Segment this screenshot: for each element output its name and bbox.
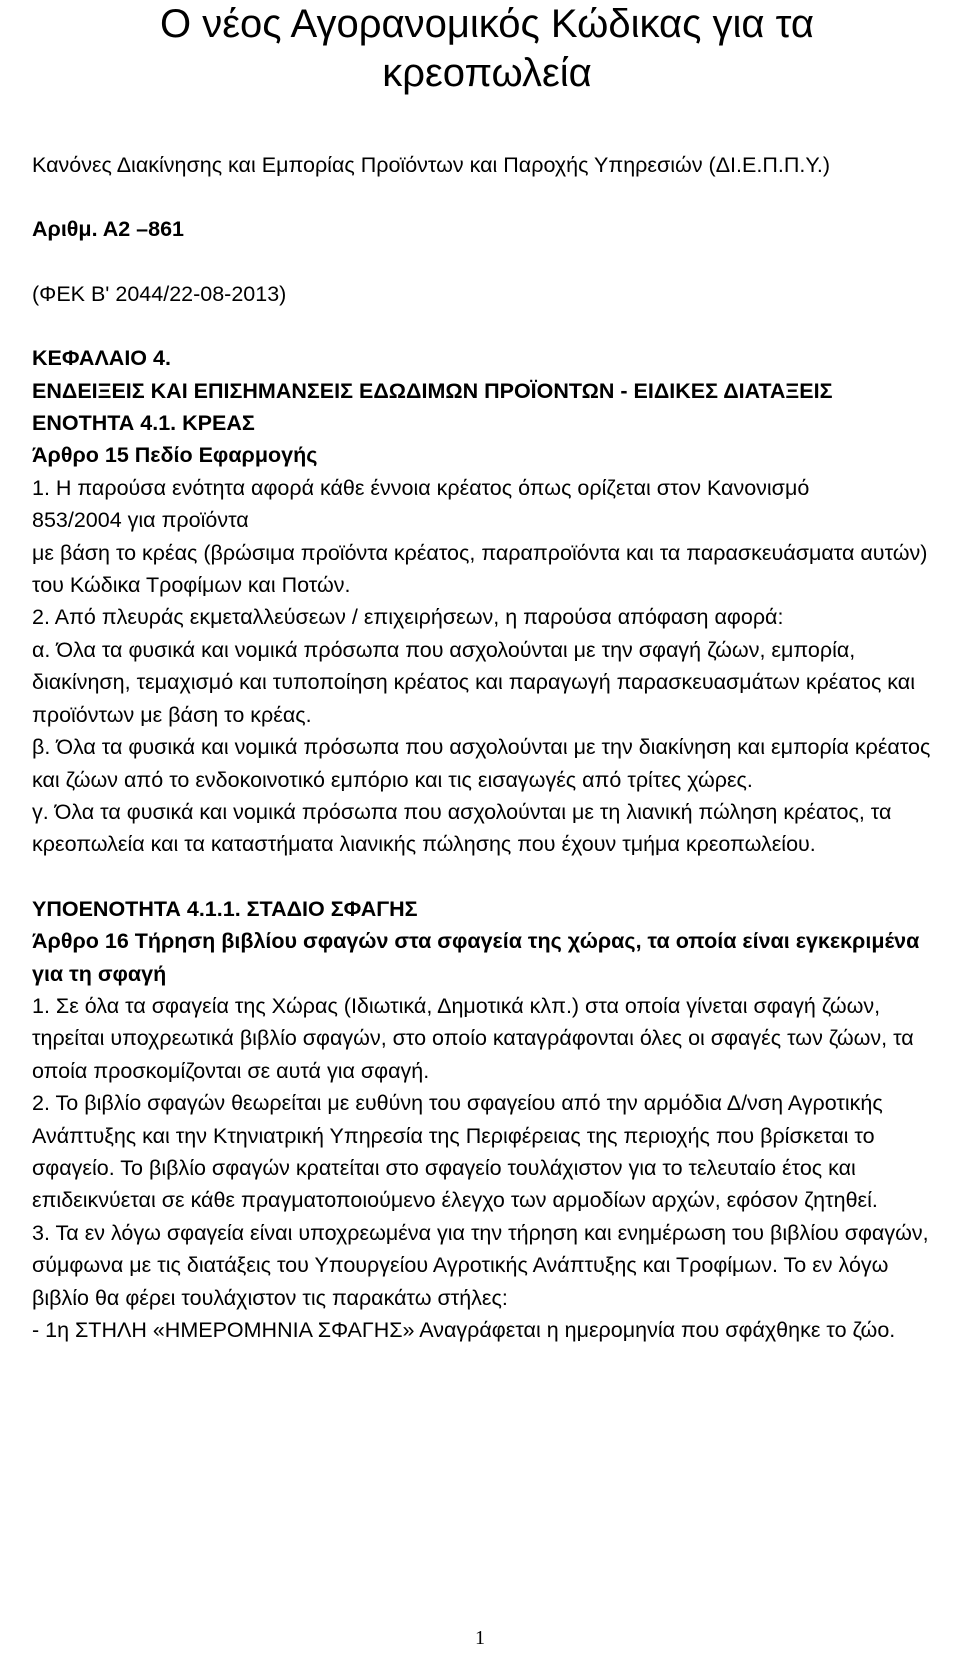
article-16-title: Άρθρο 16 Τήρηση βιβλίου σφαγών στα σφαγεία της χώρας, τα οποία είναι εγκεκριμένα για τη σφαγή	[32, 929, 920, 986]
article-16-paragraph-1: 1. Σε όλα τα σφαγεία της Χώρας (Ιδιωτικά, Δημοτικά κλπ.) στα οποία γίνεται σφαγή ζώων, τηρείται υποχρεωτικά βιβλίο σφαγών, στο οποίο καταγράφονται όλες οι σφαγές των ζώων, τα οποία προσκομίζονται σε αυτά για σφαγή.	[32, 993, 914, 1083]
decision-number: Αριθμ. Α2 –861	[32, 217, 185, 242]
article-15-title: Άρθρο 15 Πεδίο Εφαρμογής	[32, 443, 318, 468]
page-number: 1	[475, 1627, 485, 1649]
document-title	[32, 0, 942, 98]
title-line-1: Ο νέος Αγορανομικός Κώδικας για τα	[160, 2, 814, 46]
article-15-item-a: α. Όλα τα φυσικά και νομικά πρόσωπα που ασχολούνται με την σφαγή ζώων, εμπορία, διακίνηση, τεμαχισμό και τυποποίηση κρέατος και παραγωγή παρασκευασμάτων κρέατος και προϊόντων με βάση το κρέας.	[32, 637, 915, 727]
document-page	[32, 0, 942, 1346]
article-16-column-1: - 1η ΣΤΗΛΗ «ΗΜΕΡΟΜΗΝΙΑ ΣΦΑΓΗΣ» Αναγράφεται η ημερομηνία που σφάχθηκε το ζώο.	[32, 1318, 896, 1342]
article-16-paragraph-2: 2. Το βιβλίο σφαγών θεωρείται με ευθύνη του σφαγείου από την αρμόδια Δ/νση Αγροτικής Ανάπτυξης και την Κτηνιατρική Υπηρεσία της Περιφέρειας της περιοχής που βρίσκεται το σφαγείο. Το βιβλίο σφαγών κρατείται στο σφαγείο τουλάχιστον για το τελευταίο έτος και επιδεικνύεται σε κάθε πραγματοποιούμενο έλεγχο των αρμοδίων αρχών, εφόσον ζητηθεί.	[32, 1091, 883, 1213]
article-15-paragraph-2: 2. Από πλευράς εκμεταλλεύσεων / επιχειρήσεων, η παρούσα απόφαση αφορά:	[32, 605, 784, 630]
subtitle: Κανόνες Διακίνησης και Εμπορίας Προϊόντων και Παροχής Υπηρεσιών (ΔΙ.Ε.Π.Π.Υ.)	[32, 153, 831, 177]
article-15-paragraph-1: 1. Η παρούσα ενότητα αφορά κάθε έννοια κρέατος όπως ορίζεται στον Κανονισμό 853/2004 για προϊόντα	[32, 475, 810, 533]
article-15-paragraph-1-continued: με βάση το κρέας (βρώσιμα προϊόντα κρέατος, παραπροϊόντα και τα παρασκευάσματα αυτών) του Κώδικα Τροφίμων και Ποτών.	[32, 540, 928, 598]
section-heading: ΕΝΟΤΗΤΑ 4.1. ΚΡΕΑΣ	[32, 411, 255, 436]
chapter-heading: ΚΕΦΑΛΑΙΟ 4.	[32, 346, 171, 371]
chapter-title: ΕΝΔΕΙΞΕΙΣ ΚΑΙ ΕΠΙΣΗΜΑΝΣΕΙΣ ΕΔΩΔΙΜΩΝ ΠΡΟΪΟΝΤΩΝ - ΕΙΔΙΚΕΣ ΔΙΑΤΑΞΕΙΣ	[32, 378, 833, 403]
article-16-paragraph-3: 3. Τα εν λόγω σφαγεία είναι υποχρεωμένα για την τήρηση και ενημέρωση του βιβλίου σφαγών, σύμφωνα με τις διατάξεις του Υπουργείου Αγροτικής Ανάπτυξης και Τροφίμων. Το εν λόγω βιβλίο θα φέρει τουλάχιστον τις παρακάτω στήλες:	[32, 1220, 929, 1310]
article-15-item-c: γ. Όλα τα φυσικά και νομικά πρόσωπα που ασχολούνται με τη λιανική πώληση κρέατος, τα κρεοπωλεία και τα καταστήματα λιανικής πώλησης που έχουν τμήμα κρεοπωλείου.	[32, 799, 892, 857]
article-15-item-b: β. Όλα τα φυσικά και νομικά πρόσωπα που ασχολούνται με την διακίνηση και εμπορία κρέατος και ζώων από το ενδοκοινοτικό εμπόριο και τις εισαγωγές από τρίτες χώρες.	[32, 735, 931, 792]
subsection-heading: ΥΠΟΕΝΟΤΗΤΑ 4.1.1. ΣΤΑΔΙΟ ΣΦΑΓΗΣ	[32, 896, 418, 921]
title-line-2: κρεοπωλεία	[382, 51, 592, 95]
gazette-reference: (ΦΕΚ Β' 2044/22-08-2013)	[32, 281, 287, 306]
